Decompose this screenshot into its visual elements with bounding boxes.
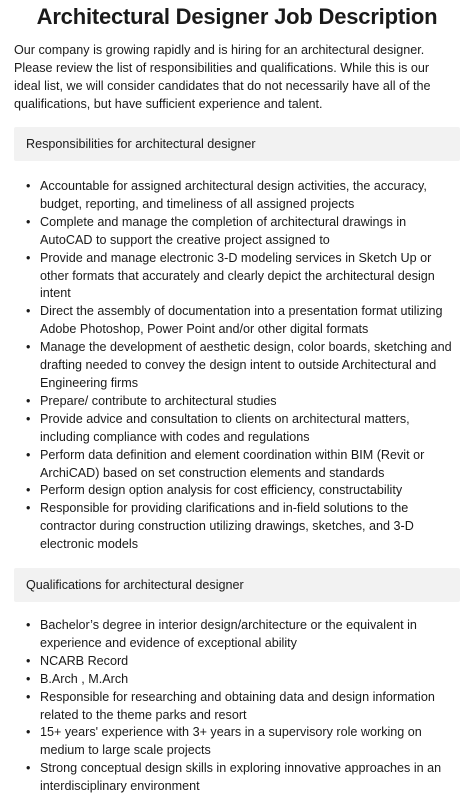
bullet-icon: • <box>26 671 31 686</box>
list-item: • Strong conceptual design skills in exploring innovative approaches in an interdisciplinary environment <box>26 761 442 794</box>
qualifications-heading: Qualifications for architectural designer <box>14 568 460 602</box>
bullet-icon: • <box>26 304 31 319</box>
responsibilities-heading: Responsibilities for architectural designer <box>14 127 460 161</box>
page-title: Architectural Designer Job Description <box>36 4 438 29</box>
bullet-icon: • <box>26 340 31 355</box>
list-item: • Accountable for assigned architectural design activities, the accuracy, budget, reporting, and timeliness of all assigned projects <box>26 179 427 211</box>
list-item: • Prepare/ contribute to architectural studies <box>26 393 460 411</box>
bullet-icon: • <box>26 761 31 776</box>
bullet-icon: • <box>26 725 31 740</box>
list-item: • Perform data definition and element coordination within BIM (Revit or ArchiCAD) based on set construction elements and standards <box>26 447 425 480</box>
bullet-icon: • <box>26 214 31 229</box>
list-item: • Direct the assembly of documentation into a presentation format utilizing Adobe Photoshop, Power Point and/or other digital formats <box>26 304 443 337</box>
responsibilities-list <box>14 178 460 554</box>
list-item: • NCARB Record <box>26 653 460 671</box>
qualifications-list <box>14 617 460 796</box>
bullet-icon: • <box>26 179 31 193</box>
list-item: • Perform design option analysis for cost efficiency, constructability <box>26 482 460 500</box>
intro-paragraph: Our company is growing rapidly and is hiring for an architectural designer. Please review the list of responsibilities and qualifications. While this is our ideal list, we will consider candidates that do not necessarily have all of the qualifications, but have sufficient experience and talent. <box>14 43 431 111</box>
bullet-icon: • <box>26 250 31 265</box>
list-item: • Manage the development of aesthetic design, color boards, sketching and drafting needed to convey the design intent to outside Architectural and Engineering firms <box>26 340 452 390</box>
bullet-icon: • <box>26 501 31 516</box>
bullet-icon: • <box>26 393 31 408</box>
list-item: • B.Arch , M.Arch <box>26 671 460 689</box>
list-item: • Provide and manage electronic 3-D modeling services in Sketch Up or other formats that accurately and clearly depict the architectural design intent <box>26 250 435 301</box>
list-item: • Responsible for providing clarifications and in-field solutions to the contractor during construction utilizing drawings, sketches, and 3-D electronic models <box>26 501 414 552</box>
bullet-icon: • <box>26 411 31 426</box>
bullet-icon: • <box>26 483 31 498</box>
list-item: • Complete and manage the completion of architectural drawings in AutoCAD to support the creative project assigned to <box>26 214 407 247</box>
list-item: • Responsible for researching and obtaining data and design information related to the theme parks and resort <box>26 689 435 722</box>
bullet-icon: • <box>26 618 31 633</box>
bullet-icon: • <box>26 689 31 704</box>
list-item: • 15+ years' experience with 3+ years in a supervisory role working on medium to large scale projects <box>26 725 422 758</box>
list-item: • Bachelor’s degree in interior design/architecture or the equivalent in experience and evidence of exceptional ability <box>26 618 417 650</box>
list-item: • Provide advice and consultation to clients on architectural matters, including compliance with codes and regulations <box>26 411 410 444</box>
bullet-icon: • <box>26 447 31 462</box>
bullet-icon: • <box>26 653 31 668</box>
